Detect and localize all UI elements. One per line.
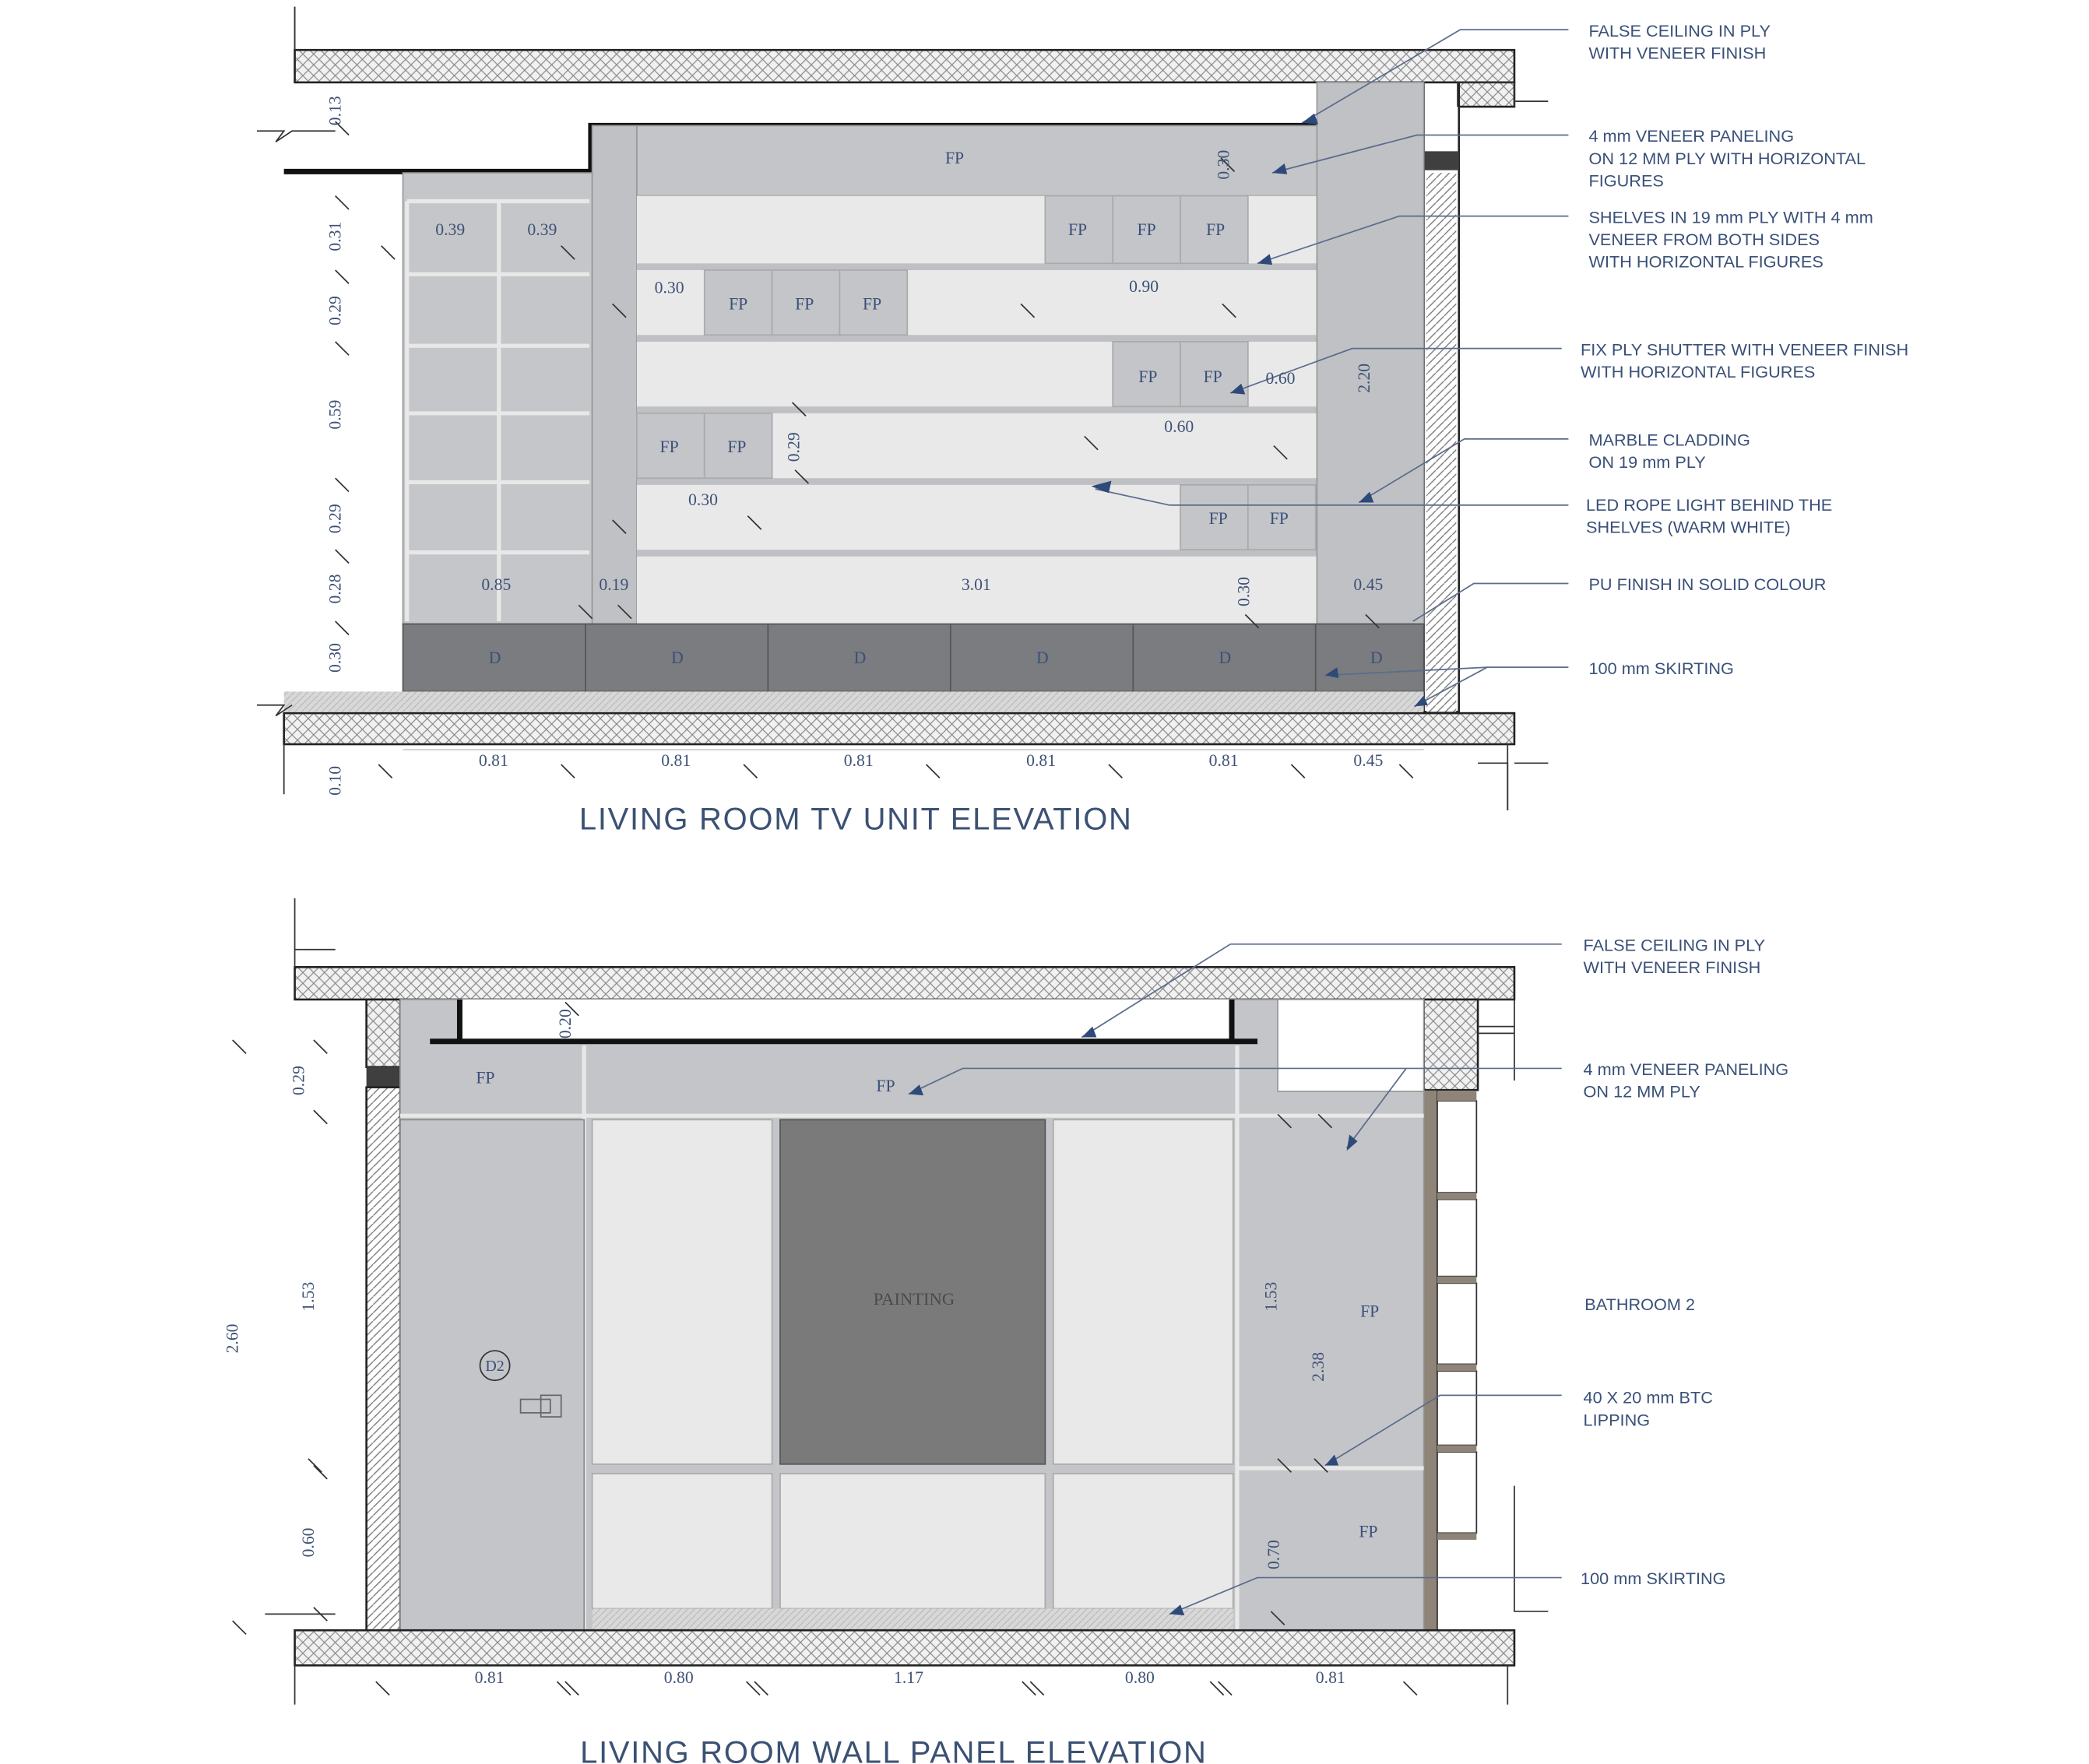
- wall-panel-elevation: [223, 898, 1789, 1705]
- tv-bottom-dim: 0.81: [478, 750, 508, 770]
- tv-inner-dim: 0.39: [435, 220, 466, 239]
- wp-ceiling-void: [461, 1000, 1229, 1043]
- tv-right-cladding: [1317, 83, 1423, 624]
- tv-fp-label: FP: [1138, 367, 1158, 387]
- tv-fp-label: FP: [1208, 509, 1228, 529]
- tv-fp-label: FP: [1269, 509, 1289, 529]
- wp-right-wall-top: [1424, 1000, 1478, 1090]
- wp-note-0-line-0: FALSE CEILING IN PLY: [1583, 935, 1766, 955]
- tv-skirting: [284, 691, 1424, 712]
- wp-skirting: [593, 1608, 1233, 1630]
- wp-ceiling-slab: [295, 967, 1514, 1000]
- tv-right-wall-plaster: [1426, 173, 1456, 712]
- door-tag-label: D2: [485, 1358, 505, 1376]
- tv-unit-elevation: [257, 7, 1908, 810]
- wp-fp-label: FP: [1360, 1302, 1380, 1321]
- tv-inner-dim-vertical: 0.30: [1234, 576, 1254, 606]
- tv-note-4-line-0: MARBLE CLADDING: [1588, 430, 1750, 450]
- tv-inner-dim: 0.85: [481, 575, 512, 595]
- wp-note-1-line-0: 4 mm VENEER PANELING: [1583, 1059, 1789, 1080]
- tv-inner-dim-vertical: 2.20: [1355, 363, 1374, 393]
- tv-vertical-dim: 0.29: [325, 296, 345, 326]
- tv-note-2-line-2: WITH HORIZONTAL FIGURES: [1588, 251, 1823, 272]
- tv-drawer-label: D: [1036, 648, 1049, 667]
- tv-note-6-line-0: PU FINISH IN SOLID COLOUR: [1588, 575, 1827, 595]
- tv-note-5-line-0: LED ROPE LIGHT BEHIND THE: [1585, 494, 1833, 515]
- tv-note-0-line-0: FALSE CEILING IN PLY: [1588, 20, 1771, 40]
- wp-bottom-dim: 1.17: [893, 1667, 923, 1687]
- wp-vertical-dim: 0.20: [555, 1009, 575, 1039]
- tv-note-4-line-1: ON 19 mm PLY: [1588, 452, 1706, 473]
- wp-fp-label: FP: [1359, 1522, 1378, 1541]
- tv-drawer-label: D: [853, 648, 867, 667]
- tv-fp-label: FP: [795, 294, 814, 314]
- tv-vertical-dim: 0.31: [325, 221, 345, 251]
- wp-fp-label: FP: [476, 1068, 495, 1088]
- tv-drawer-label: D: [1219, 648, 1232, 667]
- wp-door: [400, 1119, 584, 1630]
- wp-bathroom-shelves: [1437, 1101, 1476, 1533]
- wp-bottom-dim: 0.81: [474, 1667, 505, 1687]
- tv-bottom-dim: 0.81: [1208, 750, 1239, 770]
- tv-note-1-line-2: FIGURES: [1588, 170, 1664, 191]
- tv-fp-label: FP: [727, 437, 747, 457]
- tv-drawer-label: D: [1370, 648, 1383, 667]
- wp-note-3-line-1: LIPPING: [1583, 1410, 1651, 1430]
- wp-fp-label: FP: [876, 1076, 895, 1095]
- tv-drawer-label: D: [671, 648, 684, 667]
- wp-note-2-line-0: BATHROOM 2: [1584, 1295, 1696, 1315]
- tv-fp-label: FP: [1067, 220, 1088, 239]
- tv-vertical-dim: 0.30: [325, 643, 345, 673]
- tv-vertical-dim: 0.28: [325, 574, 345, 604]
- wp-vertical-dim: 0.60: [298, 1527, 318, 1558]
- wp-right-void: [1278, 1000, 1424, 1091]
- wp-note-1-line-1: ON 12 MM PLY: [1583, 1081, 1700, 1102]
- tv-note-5-line-1: SHELVES (WARM WHITE): [1585, 517, 1791, 537]
- tv-inner-dim: 0.60: [1164, 417, 1194, 437]
- tv-inner-dim: 3.01: [961, 575, 991, 595]
- tv-note-2-line-0: SHELVES IN 19 mm PLY WITH 4 mm: [1588, 207, 1873, 227]
- tv-vertical-dim: 0.29: [325, 504, 345, 534]
- tv-inner-dim-vertical: 0.29: [784, 432, 804, 462]
- tv-note-3-line-0: FIX PLY SHUTTER WITH VENEER FINISH: [1581, 339, 1909, 360]
- wp-left-wall-top: [367, 1000, 400, 1067]
- tv-fp-label: FP: [729, 294, 748, 314]
- wp-left-wall: [367, 1088, 400, 1630]
- wp-vertical-dim: 2.60: [223, 1323, 242, 1354]
- tv-vertical-dim: 0.13: [325, 96, 345, 126]
- tv-fp-label: FP: [1203, 367, 1222, 387]
- wp-bottom-dim: 0.80: [1124, 1667, 1155, 1687]
- wp-btc-lipping: [1424, 1090, 1437, 1630]
- tv-base-drawers: [403, 624, 1423, 692]
- tv-fp-label: FP: [659, 437, 679, 457]
- tv-inner-dim: 0.19: [599, 575, 629, 595]
- wp-vertical-dim: 2.38: [1309, 1351, 1328, 1382]
- tv-bottom-dim: 0.81: [843, 750, 874, 770]
- tv-inner-dim: 0.90: [1129, 276, 1159, 296]
- tv-note-1-line-1: ON 12 MM PLY WITH HORIZONTAL: [1588, 148, 1866, 168]
- wp-note-0-line-1: WITH VENEER FINISH: [1583, 958, 1761, 978]
- tv-vertical-dim: 0.59: [325, 399, 345, 430]
- tv-note-7-line-0: 100 mm SKIRTING: [1588, 658, 1734, 678]
- wp-note-4-line-0: 100 mm SKIRTING: [1581, 1569, 1726, 1589]
- tv-inner-dim-vertical: 0.30: [1214, 149, 1233, 180]
- tv-note-3-line-1: WITH HORIZONTAL FIGURES: [1581, 361, 1816, 381]
- tv-fp-label: FP: [863, 294, 882, 314]
- tv-fp-label: FP: [944, 148, 965, 167]
- wp-vertical-dim: 1.53: [298, 1281, 318, 1312]
- tv-unit-title: LIVING ROOM TV UNIT ELEVATION: [579, 802, 1133, 837]
- tv-inner-dim: 0.30: [688, 490, 719, 509]
- tv-right-beam: [1424, 151, 1459, 170]
- tv-inner-dim: 0.39: [527, 220, 557, 239]
- tv-right-wall-upper: [1458, 83, 1514, 107]
- tv-note-1-line-0: 4 mm VENEER PANELING: [1588, 126, 1795, 146]
- tv-bottom-dim: 0.81: [661, 750, 691, 770]
- painting-label: PAINTING: [873, 1289, 955, 1309]
- tv-fp-label: FP: [1206, 220, 1226, 239]
- tv-bottom-dim: 0.45: [1353, 750, 1384, 770]
- tv-mid-column: [593, 125, 637, 624]
- wall-panel-title: LIVING ROOM WALL PANEL ELEVATION: [580, 1735, 1208, 1764]
- tv-inner-dim: 0.30: [654, 278, 684, 297]
- wp-vertical-dim: 0.29: [289, 1066, 308, 1096]
- wp-left-beam: [367, 1067, 400, 1088]
- tv-note-2-line-1: VENEER FROM BOTH SIDES: [1588, 229, 1820, 249]
- wp-vertical-dim: 1.53: [1261, 1281, 1281, 1312]
- wp-note-3-line-0: 40 X 20 mm BTC: [1583, 1387, 1713, 1407]
- tv-ceiling-slab: [295, 50, 1514, 83]
- wp-floor-slab: [295, 1630, 1514, 1665]
- wp-vertical-dim: 0.70: [1264, 1540, 1283, 1570]
- tv-bottom-dim: 0.81: [1026, 750, 1057, 770]
- wp-bottom-dim: 0.80: [663, 1667, 694, 1687]
- tv-floor-slab: [284, 713, 1514, 744]
- wp-bottom-dim: 0.81: [1315, 1667, 1345, 1687]
- tv-note-0-line-1: WITH VENEER FINISH: [1588, 43, 1767, 63]
- tv-drawer-label: D: [488, 648, 501, 667]
- tv-fp-label: FP: [1137, 220, 1156, 239]
- tv-inner-dim: 0.60: [1265, 368, 1296, 388]
- tv-vertical-dim: 0.10: [325, 765, 345, 796]
- tv-inner-dim: 0.45: [1353, 575, 1384, 595]
